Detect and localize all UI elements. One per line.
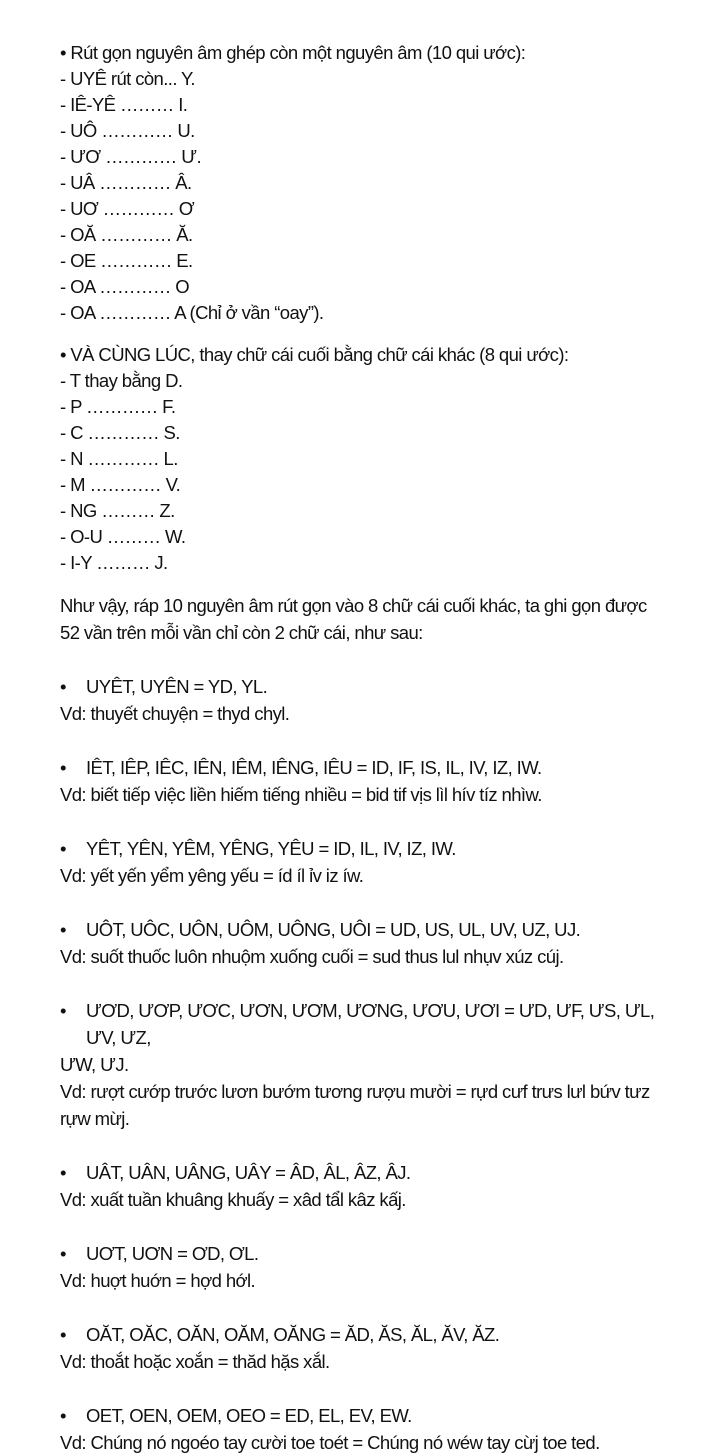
rule-item: - UÔ ………… U.: [60, 120, 195, 141]
rule-item: - P ………… F.: [60, 396, 176, 417]
summary-line: Như vậy, ráp 10 nguyên âm rút gọn vào 8 chữ cái cuối khác, ta ghi gọn được: [60, 595, 647, 616]
rule-item: - I-Y ……… J.: [60, 552, 168, 573]
rhyme-rule: UYÊT, UYÊN = YD, YL.: [86, 676, 268, 697]
rhyme-rule: OET, OEN, OEM, OEO = ED, EL, EV, EW.: [86, 1405, 412, 1426]
rhyme-group: [60, 1402, 660, 1456]
rhyme-example: Vd: thoắt hoặc xoắn = thăd hặs xắl.: [60, 1351, 330, 1372]
rhyme-example-continuation: rựw mừj.: [60, 1108, 130, 1129]
rule-item: - OĂ ………… Ă.: [60, 224, 193, 245]
rhyme-example: Vd: rượt cướp trước lươn bướm tương rượu mười = rựd cưf trưs lưl bứv tưz: [60, 1081, 650, 1102]
section-heading: • Rút gọn nguyên âm ghép còn một nguyên âm (10 qui ước):: [60, 42, 526, 63]
bullet-icon: •: [60, 676, 66, 697]
rule-item: - UƠ ………… Ơ: [60, 198, 195, 219]
bullet-icon: •: [60, 1243, 66, 1264]
rule-item: - UÂ ………… Â.: [60, 172, 192, 193]
rhyme-rule: IÊT, IÊP, IÊC, IÊN, IÊM, IÊNG, IÊU = ID, IF, IS, IL, IV, IZ, IW.: [86, 757, 542, 778]
rule-item: - ƯƠ ………… Ư.: [60, 146, 201, 167]
rhyme-rule: UÂT, UÂN, UÂNG, UÂY = ÂD, ÂL, ÂZ, ÂJ.: [86, 1162, 411, 1183]
rhyme-rule: ƯƠD, ƯƠP, ƯƠC, ƯƠN, ƯƠM, ƯƠNG, ƯƠU, ƯƠI = ƯD, ƯF, ƯS, ƯL, ƯV, ƯZ,: [86, 1000, 655, 1048]
bullet-icon: •: [60, 1000, 66, 1021]
rule-item: - OA ………… A (Chỉ ở vần “oay”).: [60, 302, 324, 323]
rhyme-group: [60, 997, 660, 1132]
summary-line: 52 vần trên mỗi vần chỉ còn 2 chữ cái, như sau:: [60, 622, 423, 643]
spacer: [60, 576, 660, 592]
rhyme-group: [60, 1159, 660, 1213]
rhyme-group: [60, 673, 660, 727]
summary-paragraph: [60, 592, 660, 646]
rhyme-group: [60, 754, 660, 808]
rhyme-rule: OĂT, OĂC, OĂN, OĂM, OĂNG = ĂD, ĂS, ĂL, ĂV, ĂZ.: [86, 1324, 500, 1345]
rule-item: - UYÊ rút còn... Y.: [60, 68, 195, 89]
rhyme-rule: YÊT, YÊN, YÊM, YÊNG, YÊU = ID, IL, IV, IZ, IW.: [86, 838, 456, 859]
vowel-reduction-section: [60, 40, 660, 326]
rhyme-example: Vd: huợt huớn = hợd hớl.: [60, 1270, 256, 1291]
rule-item: - C ………… S.: [60, 422, 180, 443]
rhyme-example: Vd: xuất tuần khuâng khuấy = xâd tẩl kâz kấj.: [60, 1189, 406, 1210]
rhyme-example: Vd: Chúng nó ngoéo tay cười toe toét = Chúng nó wéw tay cừj toe ted.: [60, 1432, 600, 1453]
bullet-icon: •: [60, 1324, 66, 1345]
rule-item: - NG ……… Z.: [60, 500, 175, 521]
rhyme-example: Vd: thuyết chuyện = thyd chyl.: [60, 703, 290, 724]
rhyme-rule: UÔT, UÔC, UÔN, UÔM, UÔNG, UÔI = UD, US, UL, UV, UZ, UJ.: [86, 919, 581, 940]
rhyme-rule: UƠT, UƠN = ƠD, ƠL.: [86, 1243, 259, 1264]
rule-item: - OE ………… E.: [60, 250, 193, 271]
bullet-icon: •: [60, 919, 66, 940]
section-heading: • VÀ CÙNG LÚC, thay chữ cái cuối bằng chữ cái khác (8 qui ước):: [60, 344, 569, 365]
rhyme-example: Vd: biết tiếp việc liền hiếm tiếng nhiều = bid tif vịs lìl hív tíz nhìw.: [60, 784, 542, 805]
final-letter-section: [60, 342, 660, 576]
rule-item: - OA ………… O: [60, 276, 190, 297]
rhyme-example: Vd: yết yến yểm yêng yếu = íd íl ỉv iz íw.: [60, 865, 364, 886]
rule-item: - N ………… L.: [60, 448, 178, 469]
rhyme-group: [60, 1321, 660, 1375]
rule-item: - M ………… V.: [60, 474, 181, 495]
rule-item: - IÊ-YÊ ……… I.: [60, 94, 188, 115]
rhyme-example: Vd: suốt thuốc luôn nhuộm xuống cuối = sud thus lul nhụv xúz cúj.: [60, 946, 564, 967]
bullet-icon: •: [60, 838, 66, 859]
rule-item: - T thay bằng D.: [60, 370, 183, 391]
bullet-icon: •: [60, 1162, 66, 1183]
rhyme-rule-continuation: ƯW, ƯJ.: [60, 1054, 129, 1075]
spacer: [60, 326, 660, 342]
rule-item: - O-U ……… W.: [60, 526, 186, 547]
rhyme-group: [60, 1240, 660, 1294]
bullet-icon: •: [60, 757, 66, 778]
rhyme-group: [60, 835, 660, 889]
bullet-icon: •: [60, 1405, 66, 1426]
rhyme-group: [60, 916, 660, 970]
